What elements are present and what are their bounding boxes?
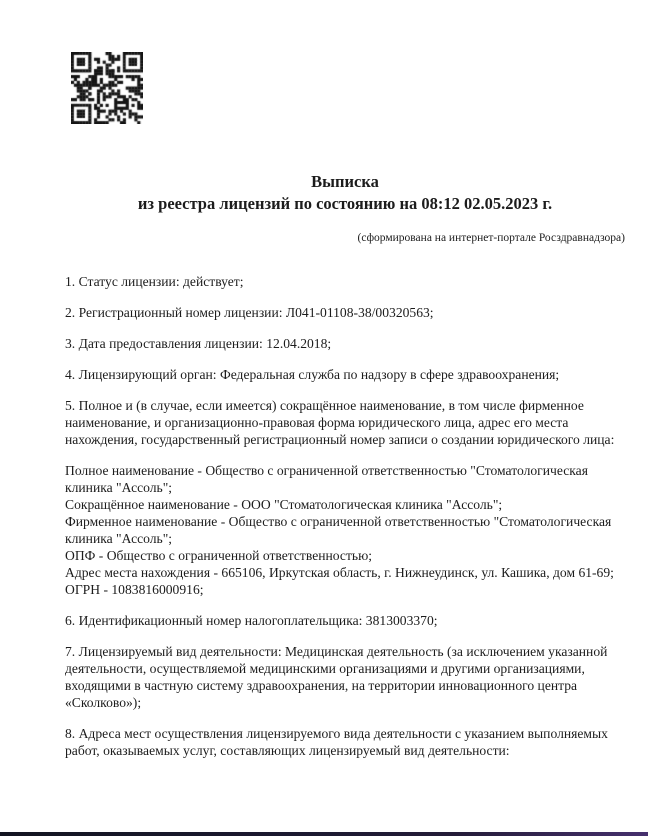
- paragraph-org-details: [65, 462, 625, 598]
- paragraph-licensing-authority: 4. Лицензирующий орган: Федеральная служба по надзору в сфере здравоохранения;: [65, 367, 560, 382]
- detail-legal-form: ОПФ - Общество с ограниченной ответственностью;: [65, 548, 373, 563]
- document-subtitle: (сформирована на интернет-портале Росздравнадзора): [357, 232, 625, 244]
- title-line-1: Выписка: [311, 172, 379, 191]
- paragraph-license-status: 1. Статус лицензии: действует;: [65, 274, 244, 289]
- paragraph-registration-number: 2. Регистрационный номер лицензии: Л041-01108-38/00320563;: [65, 305, 434, 320]
- bottom-divider: [0, 832, 648, 836]
- paragraph-org-name-intro: 5. Полное и (в случае, если имеется) сокращённое наименование, в том числе фирменное наименование, и организационно-правовая форма юридического лица, адрес его места нахождения, государственный регистрационный номер записи о создании юридического лица:: [65, 398, 615, 447]
- document-content: [65, 0, 625, 773]
- detail-short-name: Сокращённое наименование - ООО "Стоматологическая клиника "Ассоль";: [65, 497, 503, 512]
- paragraph-activity-addresses-intro: 8. Адреса мест осуществления лицензируемого вида деятельности с указанием выполняемых работ, оказываемых услуг, составляющих лицензируемый вид деятельности:: [65, 726, 608, 758]
- paragraph-license-date: 3. Дата предоставления лицензии: 12.04.2018;: [65, 336, 332, 351]
- document-title: [65, 171, 625, 215]
- title-line-2: из реестра лицензий по состоянию на 08:12 02.05.2023 г.: [137, 194, 553, 213]
- detail-full-name: Полное наименование - Общество с ограниченной ответственностью "Стоматологическая клиника "Ассоль";: [65, 463, 588, 495]
- paragraph-licensed-activity: 7. Лицензируемый вид деятельности: Медицинская деятельность (за исключением указанной деятельности, осуществляемой медицинскими организациями и другими организациями, входящими в частную систему здравоохранения, на территории инновационного центра «Сколково»);: [65, 644, 608, 710]
- detail-address: Адрес места нахождения - 665106, Иркутская область, г. Нижнеудинск, ул. Кашика, дом 61-69;: [65, 565, 614, 580]
- document-body: [65, 273, 625, 759]
- detail-brand-name: Фирменное наименование - Общество с ограниченной ответственностью "Стоматологическая клиника "Ассоль";: [65, 514, 612, 546]
- paragraph-inn: 6. Идентификационный номер налогоплательщика: 3813003370;: [65, 613, 438, 628]
- detail-ogrn: ОГРН - 1083816000916;: [65, 582, 204, 597]
